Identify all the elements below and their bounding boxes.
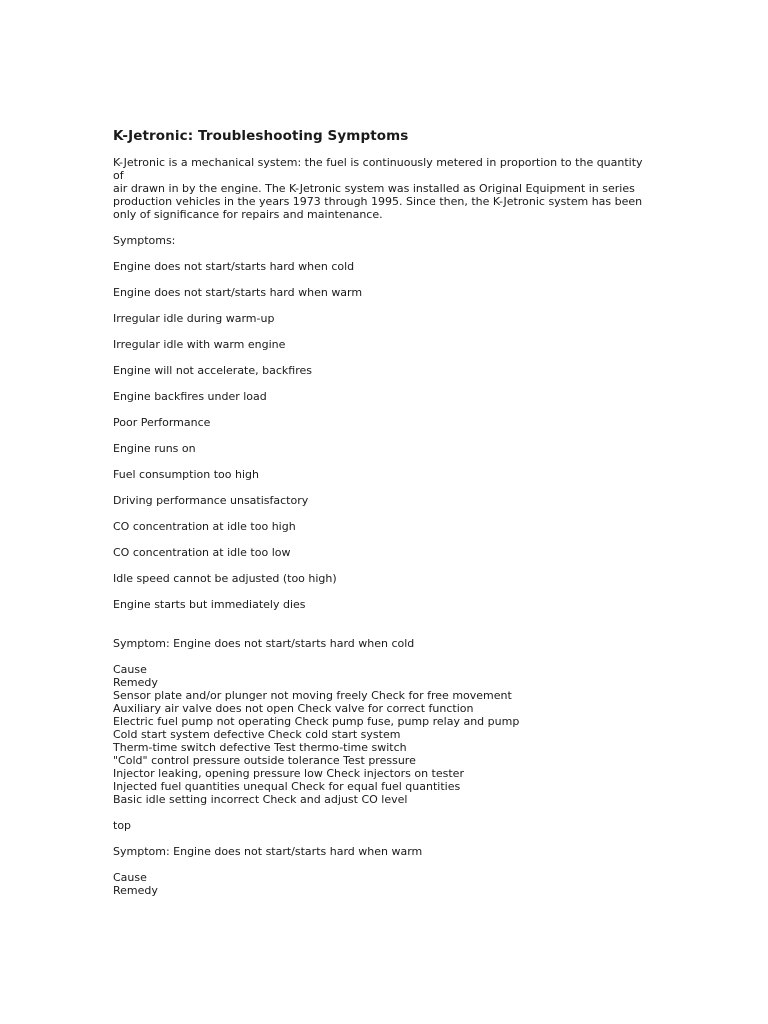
symptom-link[interactable]: Engine does not start/starts hard when warm: [113, 286, 363, 299]
intro-line: air drawn in by the engine. The K-Jetronic system was installed as Original Equipment in series: [113, 182, 635, 195]
document-page: [113, 128, 653, 897]
top-link[interactable]: top: [113, 819, 132, 832]
remedy-header: Remedy: [113, 884, 158, 897]
cause-remedy-row: Injected fuel quantities unequal Check for equal fuel quantities: [113, 780, 461, 793]
symptom-link[interactable]: Engine does not start/starts hard when cold: [113, 260, 355, 273]
cause-remedy-table: [113, 871, 653, 897]
intro-paragraph: [113, 156, 653, 221]
symptom-link[interactable]: Idle speed cannot be adjusted (too high): [113, 572, 337, 585]
symptom-section-warm: [113, 845, 653, 897]
symptom-link[interactable]: Engine starts but immediately dies: [113, 598, 306, 611]
cause-remedy-table: [113, 663, 653, 806]
symptom-link[interactable]: Engine runs on: [113, 442, 196, 455]
cause-remedy-row: Electric fuel pump not operating Check pump fuse, pump relay and pump: [113, 715, 520, 728]
symptoms-list: [113, 260, 653, 611]
symptom-link[interactable]: Irregular idle with warm engine: [113, 338, 286, 351]
remedy-header: Remedy: [113, 676, 158, 689]
section-heading: Symptom: Engine does not start/starts hard when cold: [113, 637, 415, 650]
cause-header: Cause: [113, 871, 147, 884]
intro-line: only of significance for repairs and maintenance.: [113, 208, 383, 221]
intro-line: production vehicles in the years 1973 through 1995. Since then, the K-Jetronic system has been: [113, 195, 643, 208]
symptom-link[interactable]: Driving performance unsatisfactory: [113, 494, 309, 507]
cause-header: Cause: [113, 663, 147, 676]
page-title: K-Jetronic: Troubleshooting Symptoms: [113, 128, 409, 144]
cause-remedy-row: Cold start system defective Check cold start system: [113, 728, 401, 741]
cause-remedy-row: Auxiliary air valve does not open Check valve for correct function: [113, 702, 474, 715]
intro-line: K-Jetronic is a mechanical system: the fuel is continuously metered in proportion to the quantity of: [113, 156, 643, 182]
symptom-link[interactable]: Engine will not accelerate, backfires: [113, 364, 312, 377]
symptom-link[interactable]: Irregular idle during warm-up: [113, 312, 275, 325]
cause-remedy-row: Injector leaking, opening pressure low Check injectors on tester: [113, 767, 464, 780]
cause-remedy-row: Sensor plate and/or plunger not moving freely Check for free movement: [113, 689, 512, 702]
symptom-link[interactable]: Poor Performance: [113, 416, 211, 429]
symptom-link[interactable]: CO concentration at idle too low: [113, 546, 291, 559]
section-heading: Symptom: Engine does not start/starts hard when warm: [113, 845, 423, 858]
cause-remedy-row: Therm-time switch defective Test thermo-time switch: [113, 741, 407, 754]
cause-remedy-row: "Cold" control pressure outside tolerance Test pressure: [113, 754, 416, 767]
symptom-link[interactable]: Fuel consumption too high: [113, 468, 259, 481]
symptom-link[interactable]: CO concentration at idle too high: [113, 520, 296, 533]
symptom-link[interactable]: Engine backfires under load: [113, 390, 267, 403]
symptoms-label: Symptoms:: [113, 234, 176, 247]
cause-remedy-row: Basic idle setting incorrect Check and adjust CO level: [113, 793, 408, 806]
symptom-section-cold: [113, 637, 653, 832]
